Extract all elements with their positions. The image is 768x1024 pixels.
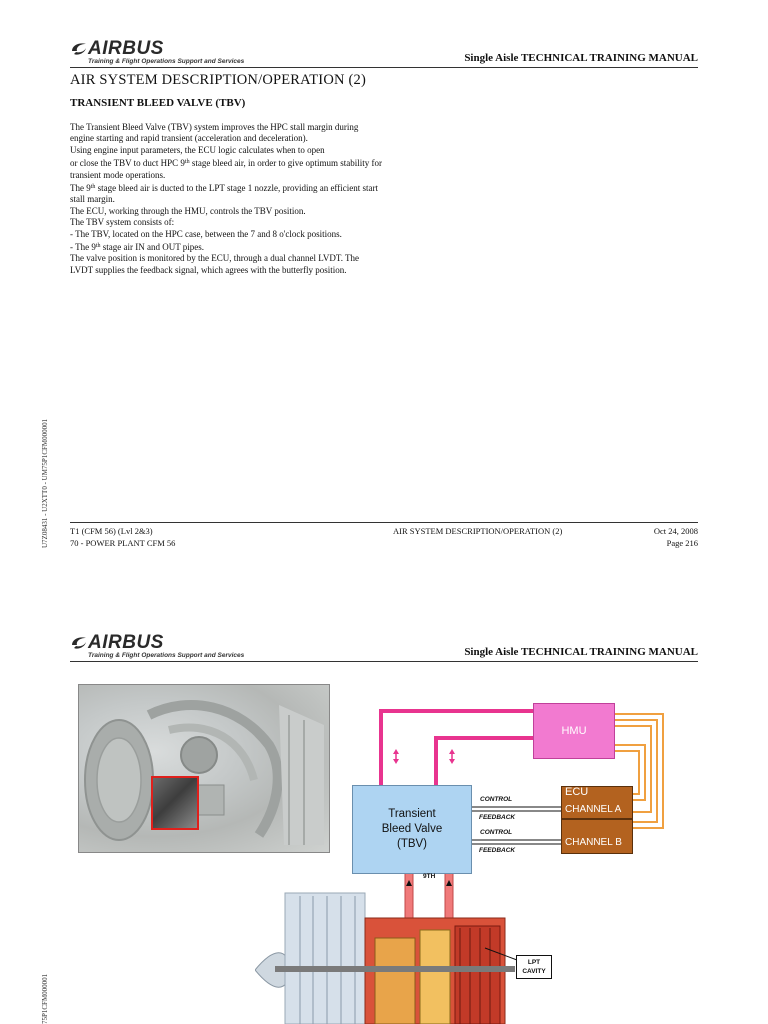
paragraph: The TBV system consists of: [70,217,175,228]
side-code: 75P1CFM000001 [41,973,49,1024]
logo-subtitle: Training & Flight Operations Support and Services [88,58,245,65]
footer-date: Oct 24, 2008 [653,526,698,536]
lpt-label-line1: LPT [527,959,541,966]
manual-title: Single Aisle TECHNICAL TRAINING MANUAL [464,52,698,64]
footer-center: AIR SYSTEM DESCRIPTION/OPERATION (2) [393,526,563,536]
ninth-stage-label: 9TH [423,873,436,880]
list-item: - The TBV, located on the HPC case, between the 7 and 8 o'clock positions. [70,228,342,239]
list-item: - The 9th stage air IN and OUT pipes. [70,242,205,253]
paragraph: The 9th stage bleed air is ducted to the LPT stage 1 nozzle, providing an efficient start stall margin. [70,183,379,205]
footer-chapter: 70 - POWER PLANT CFM 56 [70,538,176,548]
pink-arrow-icon [393,749,455,764]
tbv-label-line2: Bleed Valve [381,823,443,835]
ecu-label: ECU [565,786,589,798]
tbv-label-line3: (TBV) [396,838,428,850]
channel-a-label: CHANNEL A [565,804,622,815]
control-label-b: CONTROL [480,829,513,836]
ecu-box [561,786,633,854]
feedback-label-a: FEEDBACK [479,814,516,821]
lpt-cavity-label [516,955,552,979]
paragraph: or close the TBV to duct HPC 9th stage bleed air, in order to give optimum stability for transient mode operations. [70,158,382,180]
paragraph: The valve position is monitored by the ECU, through a dual channel LVDT. The LVDT supplies the feedback signal, which agrees with the butterfly position. [70,253,360,275]
logo-subtitle: Training & Flight Operations Support and Services [88,652,245,659]
channel-b-label: CHANNEL B [565,837,622,848]
footer-course: T1 (CFM 56) (Lvl 2&3) [70,526,153,536]
footer-page: Page 216 [666,538,698,548]
paragraph: The ECU, working through the HMU, controls the TBV position. [70,205,306,216]
logo-word: AIRBUS [88,632,164,653]
control-label-a: CONTROL [480,796,513,803]
hmu-box: HMU [533,703,615,759]
engine-cutaway [255,888,525,1024]
lpt-label-line2: CAVITY [522,968,546,975]
subsection-title: TRANSIENT BLEED VALVE (TBV) [70,97,246,109]
tbv-box [352,785,472,874]
paragraph: Using engine input parameters, the ECU logic calculates when to open [70,144,325,155]
manual-title: Single Aisle TECHNICAL TRAINING MANUAL [464,646,698,658]
section-title: AIR SYSTEM DESCRIPTION/OPERATION (2) [70,72,367,88]
hmu-tbv-line-outer [381,711,533,785]
control-feedback-lines [470,807,561,844]
side-code: U7Z08431 - U2XTT0 - UM75P1CFM000001 [41,418,49,548]
ecu-divider [562,818,632,820]
feedback-label-b: FEEDBACK [479,847,516,854]
tbv-label-line1: Transient [388,808,436,820]
paragraph: The Transient Bleed Valve (TBV) system improves the HPC stall margin during engine starting and rapid transient (acceleration and deceleration). [70,122,359,144]
logo-word: AIRBUS [88,38,164,59]
